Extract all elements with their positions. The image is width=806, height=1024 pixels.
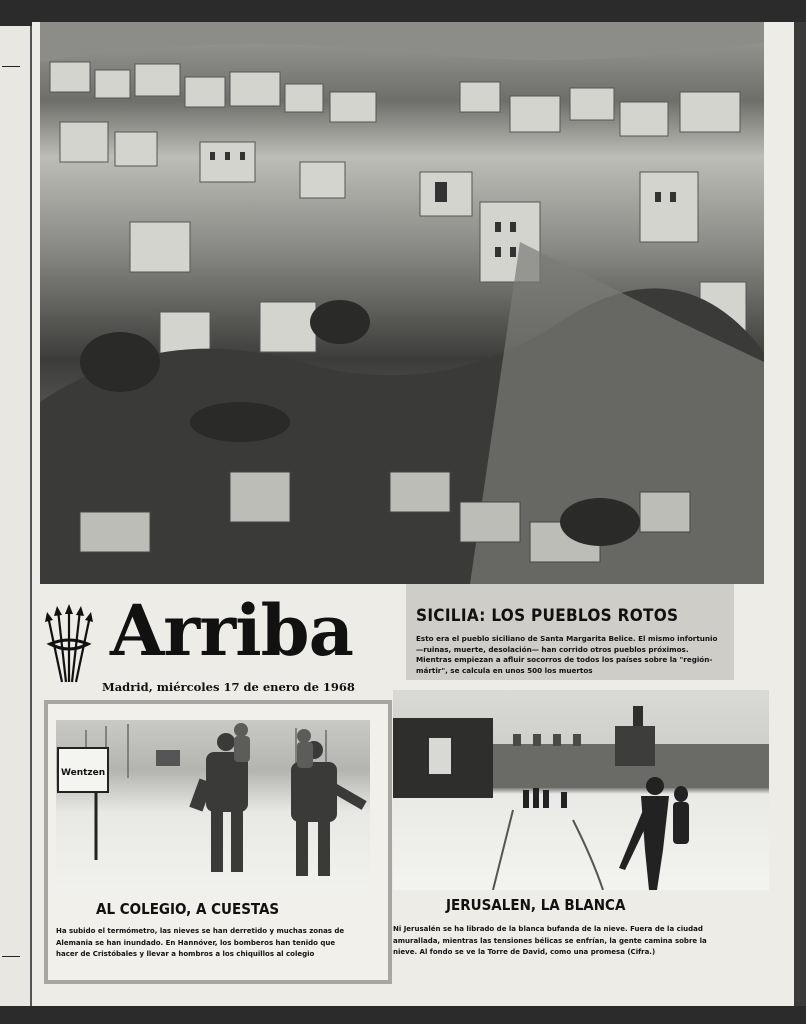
newspaper-page xyxy=(32,22,794,1006)
left-headline: AL COLEGIO, A CUESTAS xyxy=(96,900,280,918)
left-body: Ha subido el termómetro, las nieves se han derretido y muchas zonas de Alemania se han inundado. En Hannóver, los bomberos han tenido que hacer de Cristóbales y llevar a hombros a los chiquillos al colegio xyxy=(56,927,345,958)
dateline: Madrid, miércoles 17 de enero de 1968 xyxy=(102,680,355,694)
facing-page-edge xyxy=(0,26,32,1006)
jerusalem-illustration xyxy=(393,690,769,890)
lead-headline: SICILIA: LOS PUEBLOS ROTOS xyxy=(416,606,679,626)
main-photo-ruined-village xyxy=(40,22,764,584)
yoke-and-arrows-logo xyxy=(44,604,94,684)
masthead xyxy=(40,586,400,700)
right-body: Ni Jerusalén se ha librado de la blanca bufanda de la nieve. Fuera de la ciudad amurallada, mientras las tensiones bélicas se enfrían, la gente camina sobre la nieve. Al fondo se ve la Torre de David, como una promesa (Cifra.) xyxy=(393,925,707,956)
photo-firemen-carrying-children xyxy=(56,720,370,888)
photo-jerusalem-snow xyxy=(393,690,769,890)
column-rule xyxy=(2,66,20,67)
column-rule xyxy=(2,956,20,957)
lead-body: Esto era el pueblo siciliano de Santa Margarita Belice. El mismo infortunio —ruinas, muerte, desolación— han corrido otros pueblos próximos. Mientras empiezan a afluir socorros de todos los países sobre la "región-mártir", se calcula en unos 500 los muertos xyxy=(416,634,718,675)
story-box-left xyxy=(44,700,392,984)
right-headline: JERUSALEN, LA BLANCA xyxy=(446,896,626,914)
firemen-illustration xyxy=(56,720,370,888)
page-edge-shadow xyxy=(794,22,806,1006)
ruins-illustration xyxy=(40,22,764,584)
street-sign-text: Wentzen xyxy=(61,768,106,778)
lead-story-box xyxy=(406,584,734,680)
masthead-title: Arriba xyxy=(110,589,353,672)
